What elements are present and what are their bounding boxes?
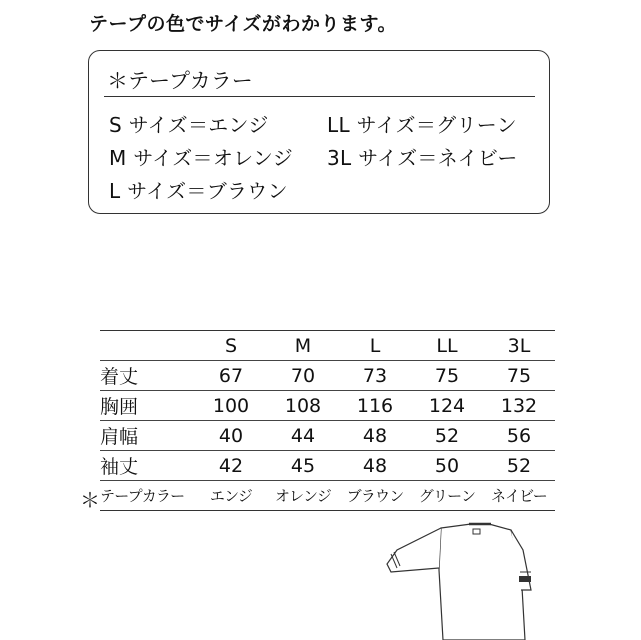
tape-line-l: L サイズ＝ブラウン [109, 179, 288, 203]
table-cell: 52 [483, 451, 555, 481]
tape-color-divider [104, 96, 535, 97]
table-cell: 70 [267, 361, 339, 391]
size-table-header-row [100, 331, 555, 361]
table-cell: 48 [339, 451, 411, 481]
table-row [100, 361, 555, 391]
header-size-3l: 3L [483, 331, 555, 361]
tape-color-title: ＊テープカラー [107, 69, 253, 93]
header-size-ll: LL [411, 331, 483, 361]
table-cell: 73 [339, 361, 411, 391]
tape-color-cell: ネイビー [483, 481, 555, 511]
table-cell: 100 [195, 391, 267, 421]
table-cell: 44 [267, 421, 339, 451]
table-row [100, 421, 555, 451]
header-blank [100, 331, 195, 361]
tape-color-cell: エンジ [195, 481, 267, 511]
table-cell: 75 [411, 361, 483, 391]
tape-line-ll: LL サイズ＝グリーン [327, 113, 517, 137]
tape-color-cell: オレンジ [267, 481, 339, 511]
table-cell: 67 [195, 361, 267, 391]
row-label: 袖丈 [100, 451, 195, 481]
table-cell: 52 [411, 421, 483, 451]
intro-text: テープの色でサイズがわかります。 [89, 13, 398, 35]
tape-row-asterisk: ＊ [80, 488, 100, 512]
tape-color-box [88, 50, 550, 214]
tape-color-cell: グリーン [411, 481, 483, 511]
garment-illustration [383, 520, 543, 640]
tape-line-s: S サイズ＝エンジ [109, 113, 269, 137]
table-cell: 116 [339, 391, 411, 421]
header-size-m: M [267, 331, 339, 361]
header-size-s: S [195, 331, 267, 361]
table-cell: 42 [195, 451, 267, 481]
size-table [100, 330, 555, 511]
table-cell: 56 [483, 421, 555, 451]
row-label: テープカラー [100, 481, 195, 511]
table-cell: 40 [195, 421, 267, 451]
table-cell: 75 [483, 361, 555, 391]
row-label: 着丈 [100, 361, 195, 391]
table-cell: 48 [339, 421, 411, 451]
tape-line-m: M サイズ＝オレンジ [109, 146, 294, 170]
table-cell: 108 [267, 391, 339, 421]
table-cell: 50 [411, 451, 483, 481]
table-row [100, 451, 555, 481]
tape-line-3l: 3L サイズ＝ネイビー [327, 146, 518, 170]
table-row [100, 391, 555, 421]
table-cell: 132 [483, 391, 555, 421]
row-label: 肩幅 [100, 421, 195, 451]
tape-color-row [100, 481, 555, 511]
table-cell: 45 [267, 451, 339, 481]
row-label: 胸囲 [100, 391, 195, 421]
header-size-l: L [339, 331, 411, 361]
tape-color-cell: ブラウン [339, 481, 411, 511]
table-cell: 124 [411, 391, 483, 421]
